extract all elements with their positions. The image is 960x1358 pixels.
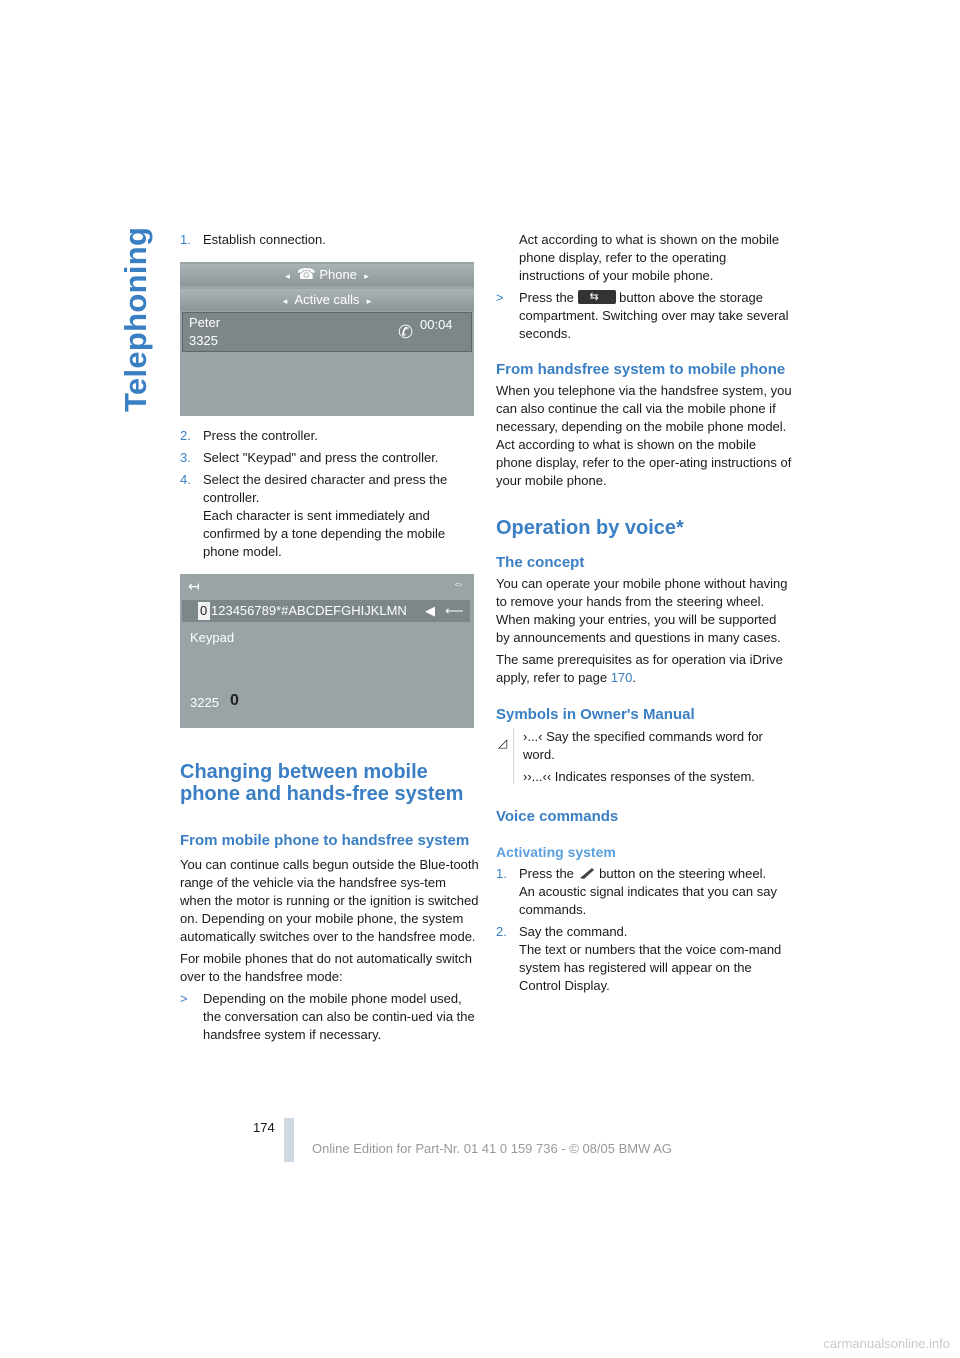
heading-operation-by-voice: Operation by voice* bbox=[496, 517, 684, 539]
left-lower bbox=[180, 761, 480, 1048]
bullet-1: > Depending on the mobile phone model used, the conversation can also be contin-ued via the handsfree system if necessary. bbox=[180, 991, 475, 1042]
section-title-vertical bbox=[118, 226, 158, 412]
activate-step-2: 2. Say the command. The text or numbers that the voice com-mand system has registered will appear on the Control Display. bbox=[496, 924, 782, 993]
watermark: carmanualsonline.info bbox=[823, 1336, 950, 1351]
entry-char: 0 bbox=[230, 692, 239, 709]
bullet-2: > Press the ⇆ button above the storage compartment. Switching over may take several seconds. bbox=[496, 289, 792, 343]
controller-icon: ⇔ bbox=[453, 578, 464, 590]
keypad-chars: 123456789*#ABCDEFGHIJKLMN bbox=[211, 603, 407, 618]
symbol-system-responses: ››...‹‹ Indicates responses of the system. bbox=[523, 769, 755, 784]
heading-symbols: Symbols in Owner's Manual bbox=[496, 706, 695, 723]
step-3: 3. Select "Keypad" and press the controller. bbox=[180, 450, 439, 465]
step-2: 2. Press the controller. bbox=[180, 428, 318, 443]
section-title-text: Telephoning bbox=[118, 226, 153, 412]
heading-changing: Changing between mobile phone and hands-free system bbox=[180, 761, 464, 805]
para-handsfree-to-mobile: When you telephone via the handsfree system, you can also continue the call via the mobile phone if necessary, depending on the mobile phone model. Act according to what is shown on the mobile phone display, refer to the oper-ating instructions of your mobile phone. bbox=[496, 383, 792, 488]
caller-number: 3325 bbox=[189, 333, 218, 348]
page-link-170[interactable]: 170 bbox=[610, 670, 633, 685]
bullet-1-continued: Act according to what is shown on the mobile phone display, refer to the operating instructions of your mobile phone. bbox=[519, 232, 780, 283]
para-not-automatic: For mobile phones that do not automatically switch over to the handsfree mode: bbox=[180, 951, 472, 984]
back-arrow-icon: ↤ bbox=[188, 578, 200, 594]
step-1: 1. Establish connection. bbox=[180, 232, 326, 247]
page-number: 174 bbox=[253, 1120, 275, 1135]
switch-button-icon bbox=[578, 290, 616, 304]
submenu-bar: ◂ Active calls ▸ bbox=[180, 289, 474, 311]
delete-icon: ⟵ bbox=[445, 603, 464, 618]
footer-accent-bar bbox=[284, 1118, 294, 1162]
phone-icon: ✆ bbox=[398, 322, 414, 342]
para-continue-calls: You can continue calls begun outside the Blue-tooth range of the vehicle via the handsfree sys-tem when the motor is running or the ignition is switched on. Depending on your mobile phone, the system automatically switches over to the handsfree mode. bbox=[180, 857, 479, 944]
heading-voice-commands: Voice commands bbox=[496, 808, 619, 825]
edition-info: Online Edition for Part-Nr. 01 41 0 159 736 - © 08/05 BMW AG bbox=[312, 1141, 673, 1156]
call-time: 00:04 bbox=[420, 317, 453, 332]
screen-keypad bbox=[180, 574, 474, 728]
keypad-label: Keypad bbox=[190, 630, 235, 645]
heading-activating-system: Activating system bbox=[496, 844, 616, 860]
symbol-say-commands: ›...‹ Say the specified commands word for word. bbox=[523, 729, 763, 762]
voice-symbol-icon: ◿ bbox=[498, 736, 508, 750]
left-column bbox=[180, 231, 475, 253]
heading-mobile-to-handsfree: From mobile phone to handsfree system bbox=[180, 832, 470, 849]
left-steps bbox=[180, 427, 475, 565]
right-column bbox=[496, 231, 792, 999]
heading-handsfree-to-mobile: From handsfree system to mobile phone bbox=[496, 361, 786, 378]
para-concept: You can operate your mobile phone without having to remove your hands from the steering wheel. When making your entries, you will be supported by announcements and questions in many cases. bbox=[496, 576, 788, 645]
activate-step-1: 1. Press the button on the steering wheel. An acoustic signal indicates that you can say commands. bbox=[496, 866, 777, 917]
step-4: 4. Select the desired character and press the controller. Each character is sent immediately and confirmed by a tone depending the mobile phone model. bbox=[180, 472, 448, 559]
heading-concept: The concept bbox=[496, 554, 585, 571]
screen-active-calls bbox=[180, 262, 474, 416]
symbols-box bbox=[496, 728, 792, 786]
selected-char: 0 bbox=[200, 603, 208, 618]
entry-number: 3225 bbox=[190, 695, 219, 710]
para-prerequisites: The same prerequisites as for operation via iDrive apply, refer to page 170. bbox=[496, 652, 783, 685]
speaker-icon: ◀ bbox=[425, 603, 435, 618]
voice-button-icon bbox=[578, 866, 596, 880]
caller-name: Peter bbox=[189, 315, 221, 330]
voice-symbol-cell bbox=[496, 728, 514, 784]
menu-bar: ◂ ☎ Phone ▸ bbox=[180, 264, 474, 286]
